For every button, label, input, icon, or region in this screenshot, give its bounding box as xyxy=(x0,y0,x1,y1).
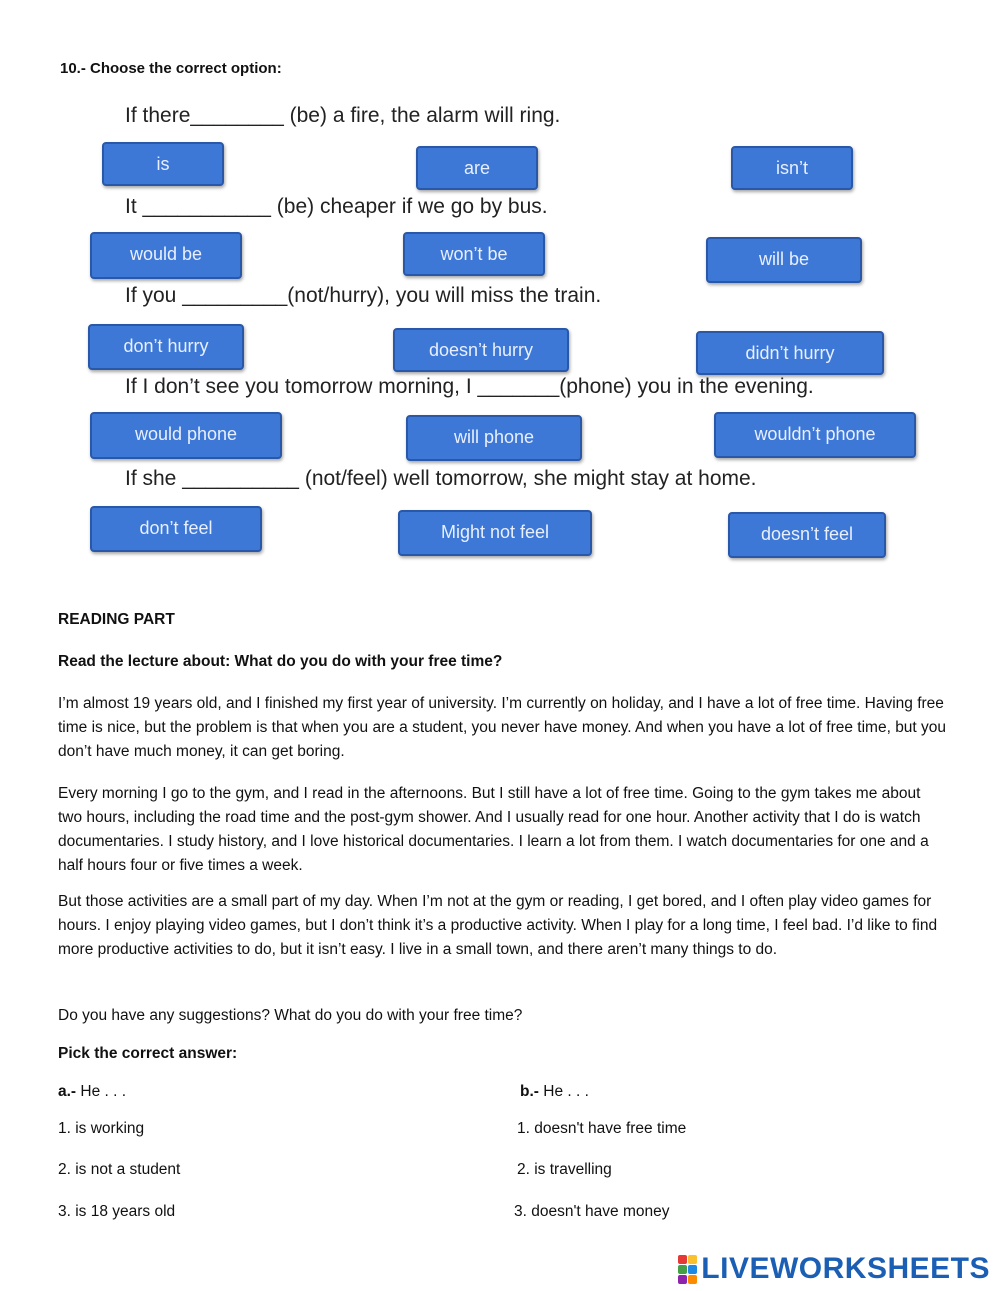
logo-blocks-icon xyxy=(678,1255,697,1284)
pick-answer-label: Pick the correct answer: xyxy=(58,1045,238,1062)
reading-intro: Read the lecture about: What do you do with your free time? xyxy=(58,653,503,670)
question-b xyxy=(520,1083,589,1101)
sentence-4: If I don’t see you tomorrow morning, I _______(phone) you in the evening. xyxy=(125,375,814,398)
option-2-3[interactable]: will be xyxy=(706,237,862,283)
option-2-2[interactable]: won’t be xyxy=(403,232,545,276)
option-1-3[interactable]: isn’t xyxy=(731,146,853,190)
answer-a-1[interactable]: 1. is working xyxy=(58,1120,145,1137)
paragraph-1: I’m almost 19 years old, and I finished my first year of university. I’m currently on holiday, and I have a lot of free time. Having free time is nice, but the problem is that when you are a student, you never have money. And when you have a lot of free time, but you don’t have much money, it can get boring. xyxy=(58,695,947,760)
answer-a-3[interactable]: 3. is 18 years old xyxy=(58,1203,176,1220)
paragraph-4: Do you have any suggestions? What do you do with your free time? xyxy=(58,1007,523,1024)
logo-block xyxy=(678,1265,687,1274)
liveworksheets-logo xyxy=(678,1252,990,1286)
reading-heading: READING PART xyxy=(58,611,175,628)
sentence-5: If she __________ (not/feel) well tomorrow, she might stay at home. xyxy=(125,467,757,490)
question-a-stem: He . . . xyxy=(80,1083,127,1100)
logo-block xyxy=(678,1255,687,1264)
answer-a-2[interactable]: 2. is not a student xyxy=(58,1161,181,1178)
sentence-1: If there________ (be) a fire, the alarm will ring. xyxy=(125,104,561,127)
question-b-stem: He . . . xyxy=(543,1083,589,1100)
logo-block xyxy=(688,1265,697,1274)
paragraph-3: But those activities are a small part of my day. When I’m not at the gym or reading, I get bored, and I often play video games for hours. I enjoy playing video games, but I don’t think it’s a productive activity. When I play for a long time, I feel bad. I’d like to find more productive activities to do, but it isn’t easy. I live in a small town, and there aren’t many things to do. xyxy=(58,893,938,958)
paragraph-2: Every morning I go to the gym, and I read in the afternoons. But I still have a lot of free time. Going to the gym takes me about two hours, including the road time and the post-gym shower. And I usually read for one hour. Another activity that I do is watch documentaries. I study history, and I love historical documentaries. I learn a lot from them. I watch documentaries for one and a half hours four or five times a week. xyxy=(58,785,929,874)
sentence-2: It ___________ (be) cheaper if we go by bus. xyxy=(125,195,548,218)
question-title: 10.- Choose the correct option: xyxy=(60,60,282,77)
option-5-1[interactable]: don’t feel xyxy=(90,506,262,552)
logo-block xyxy=(678,1275,687,1284)
option-4-1[interactable]: would phone xyxy=(90,412,282,459)
logo-block xyxy=(688,1255,697,1264)
option-5-2[interactable]: Might not feel xyxy=(398,510,592,556)
answer-b-2[interactable]: 2. is travelling xyxy=(517,1161,612,1178)
logo-block xyxy=(688,1275,697,1284)
option-5-3[interactable]: doesn’t feel xyxy=(728,512,886,558)
option-4-3[interactable]: wouldn’t phone xyxy=(714,412,916,458)
option-3-2[interactable]: doesn’t hurry xyxy=(393,328,569,372)
option-3-1[interactable]: don’t hurry xyxy=(88,324,244,370)
option-1-2[interactable]: are xyxy=(416,146,538,190)
option-2-1[interactable]: would be xyxy=(90,232,242,279)
option-4-2[interactable]: will phone xyxy=(406,415,582,461)
sentence-3: If you _________(not/hurry), you will miss the train. xyxy=(125,284,602,307)
answer-b-3[interactable]: 3. doesn't have money xyxy=(514,1203,670,1220)
logo-text: LIVEWORKSHEETS xyxy=(701,1252,990,1285)
question-b-label: b.- xyxy=(520,1083,539,1100)
option-1-1[interactable]: is xyxy=(102,142,224,186)
answer-b-1[interactable]: 1. doesn't have free time xyxy=(517,1120,687,1137)
question-a xyxy=(58,1083,126,1101)
option-3-3[interactable]: didn’t hurry xyxy=(696,331,884,375)
exercise-image xyxy=(88,98,918,568)
question-a-label: a.- xyxy=(58,1083,77,1100)
